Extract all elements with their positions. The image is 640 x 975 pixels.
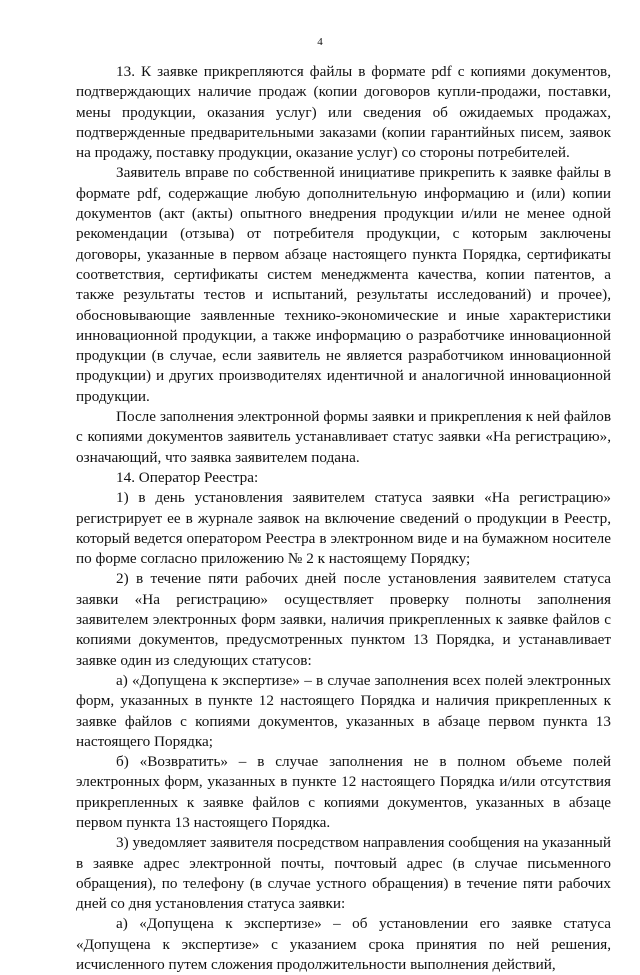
page-number: 4 — [317, 36, 323, 48]
paragraph-subitem-2b: б) «Возвратить» – в случае заполнения не в полном объеме полей электронных форм, указанных в пункте 12 настоящего Порядка и/или отсутствия прикрепленных к заявке файлов с копиями документов, указанных в абзаце первом пункта 13 настоящего Порядка. — [76, 753, 611, 831]
paragraph-item-14-heading: 14. Оператор Реестра: — [116, 468, 259, 486]
paragraph-item-13: 13. К заявке прикрепляются файлы в формате pdf с копиями документов, подтверждающих наличие продаж (копии договоров купли-продажи, поставки, мены продукции, оказания услуг) или сведения об ожидаемых продажах, подтвержденные предварительными заказами (копии гарантийных писем, заявок на продажу, поставку продукции, оказание услуг) со стороны потребителей. — [76, 63, 611, 162]
paragraph-subitem-2: 2) в течение пяти рабочих дней после установления заявителем статуса заявки «На регистрацию» осуществляет проверку полноты заполнения заявителем электронных форм заявки, наличия прикрепленных к заявке файлов с копиями документов, предусмотренных пунктом 13 Порядка, и устанавливает заявке один из следующих статусов: — [76, 570, 611, 669]
document-body — [76, 62, 611, 975]
paragraph-subitem-2a: а) «Допущена к экспертизе» – в случае заполнения всех полей электронных форм, указанных в пункте 12 настоящего Порядка и наличия прикрепленных к заявке файлов с копиями документов, указанных в абзаце первом пункта 13 настоящего Порядка; — [76, 671, 611, 750]
paragraph-subitem-3: 3) уведомляет заявителя посредством направления сообщения на указанный в заявке адрес электронной почты, почтовый адрес (в случае письменного обращения), по телефону (в случае устного обращения) в течение пяти рабочих дней со дня установления статуса заявки: — [76, 834, 611, 913]
paragraph-subitem-3a: а) «Допущена к экспертизе» – об установлении его заявке статуса «Допущена к экспертизе» с указанием срока принятия по ней решения, исчисленного путем сложения продолжительности выполнения действий, — [76, 915, 611, 974]
paragraph-subitem-1: 1) в день установления заявителем статуса заявки «На регистрацию» регистрирует ее в журнале заявок на включение сведений о продукции в Реестр, который ведется оператором Реестра в электронном виде и на бумажном носителе по форме согласно приложению № 2 к настоящему Порядку; — [76, 489, 611, 568]
paragraph-additional-files: Заявитель вправе по собственной инициативе прикрепить к заявке файлы в формате pdf, содержащие любую дополнительную информацию и (или) копии документов (акт (акты) опытного внедрения продукции и/или не менее одной рекомендации (отзыва) от потребителя продукции, с которым заключены договоры, указанные в первом абзаце настоящего пункта Порядка, сертификаты соответствия, сертификаты систем менеджмента качества, копии патентов, а также результаты тестов и испытаний, результаты исследований) и прочее), обосновывающие заявленные технико-экономические и иные характеристики инновационной продукции, а также информацию о разработчике инновационной продукции (в случае, если заявитель не является разработчиком инновационной продукции) и других производителях идентичной и аналогичной инновационной продукции. — [76, 164, 611, 405]
paragraph-registration-status: После заполнения электронной формы заявки и прикрепления к ней файлов с копиями документов заявитель устанавливает статус заявки «На регистрацию», означающий, что заявка заявителем подана. — [76, 408, 611, 466]
